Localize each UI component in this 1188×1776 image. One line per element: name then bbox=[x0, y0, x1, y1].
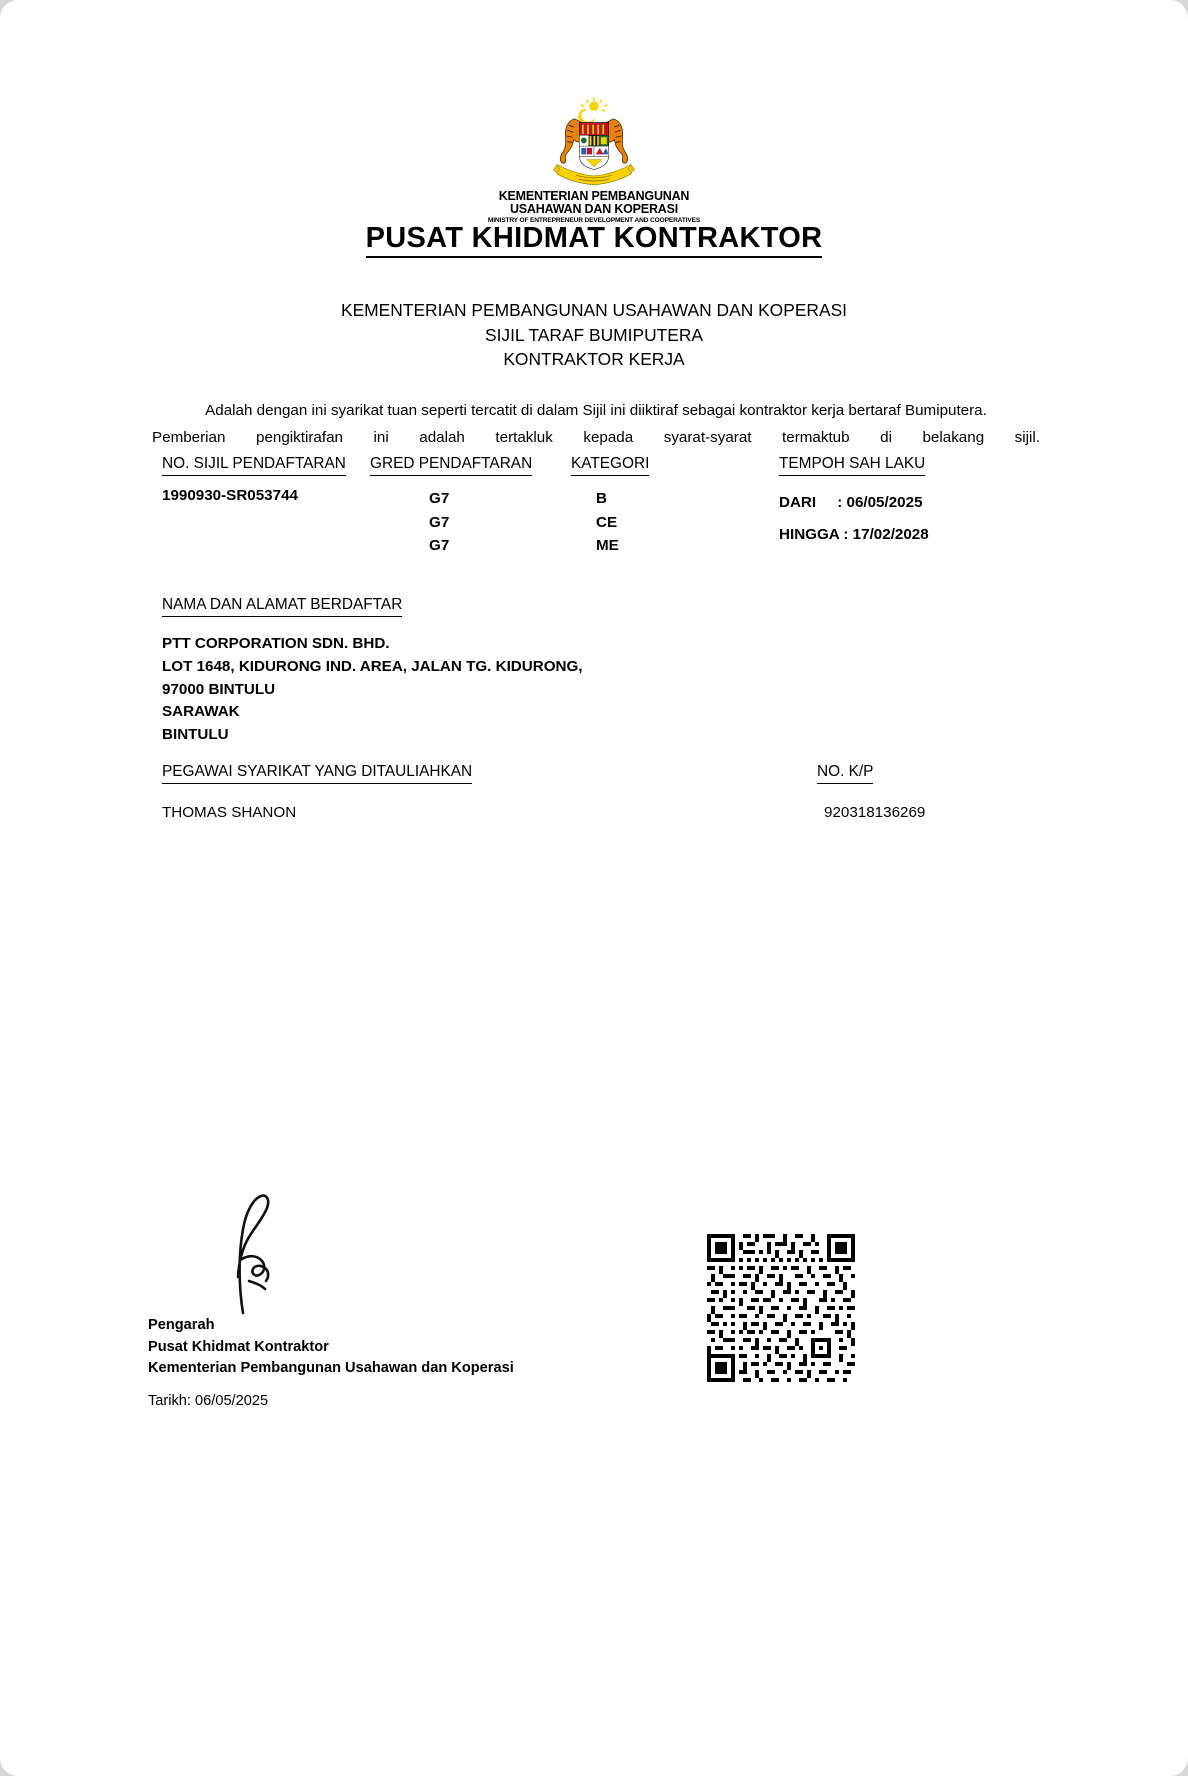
validity-from: DARI : 06/05/2025 bbox=[779, 494, 923, 511]
category-value: ME bbox=[596, 537, 619, 554]
address-lines bbox=[162, 633, 1042, 747]
officer-block bbox=[162, 763, 1042, 821]
ic-section-label: NO. K/P bbox=[817, 763, 873, 784]
address-line-2: 97000 BINTULU bbox=[162, 680, 276, 698]
column-header-tempoh: TEMPOH SAH LAKU bbox=[779, 455, 925, 476]
officer-section-label: PEGAWAI SYARIKAT YANG DITAULIAHKAN bbox=[162, 763, 472, 784]
ministry-name-malay bbox=[0, 190, 1188, 215]
column-header-kategori: KATEGORI bbox=[571, 455, 649, 476]
grade-values bbox=[429, 487, 449, 558]
officer-header-row bbox=[162, 763, 1042, 785]
subtitle-block bbox=[0, 298, 1188, 372]
officer-name: THOMAS SHANON bbox=[162, 804, 297, 821]
officer-ic-number: 920318136269 bbox=[824, 804, 926, 821]
category-value: CE bbox=[596, 513, 618, 531]
handwritten-signature-icon bbox=[205, 1185, 335, 1325]
address-section-label: NAMA DAN ALAMAT BERDAFTAR bbox=[162, 596, 402, 617]
company-name: PTT CORPORATION SDN. BHD. bbox=[162, 635, 390, 652]
header-emblem-block bbox=[0, 96, 1188, 224]
signoff-department: Pusat Khidmat Kontraktor bbox=[148, 1338, 329, 1355]
validity-period bbox=[779, 487, 929, 551]
signoff-title: Pengarah bbox=[148, 1317, 215, 1333]
address-state: SARAWAK bbox=[162, 703, 240, 721]
registration-table bbox=[162, 455, 1042, 575]
page-title bbox=[0, 222, 1188, 255]
intro-paragraph bbox=[152, 400, 1040, 449]
address-line-1: LOT 1648, KIDURONG IND. AREA, JALAN TG. KIDURONG, bbox=[162, 657, 583, 675]
grade-value: G7 bbox=[429, 490, 450, 507]
registration-table-body bbox=[162, 487, 1042, 575]
page-title-text: PUSAT KHIDMAT KONTRAKTOR bbox=[366, 222, 823, 258]
signoff-date: Tarikh: 06/05/2025 bbox=[148, 1393, 269, 1409]
subtitle-line1: KEMENTERIAN PEMBANGUNAN USAHAWAN DAN KOPERASI bbox=[340, 300, 848, 320]
address-block bbox=[162, 596, 1042, 747]
column-header-no-sijil: NO. SIJIL PENDAFTARAN bbox=[162, 455, 346, 476]
address-district: BINTULU bbox=[162, 726, 229, 744]
category-values bbox=[596, 487, 619, 558]
category-value: B bbox=[596, 490, 607, 507]
qr-code bbox=[703, 1230, 859, 1386]
intro-line1: Adalah dengan ini syarikat tuan seperti tercatit di dalam Sijil ini diiktiraf sebagai kontraktor kerja bertaraf Bumiputera. bbox=[205, 402, 987, 419]
subtitle-line3: KONTRAKTOR KERJA bbox=[503, 349, 685, 369]
signoff-ministry: Kementerian Pembangunan Usahawan dan Koperasi bbox=[148, 1360, 514, 1376]
ministry-name-line1: KEMENTERIAN PEMBANGUNAN bbox=[498, 189, 690, 203]
malaysia-coat-of-arms-icon bbox=[530, 96, 658, 188]
ministry-name-line2: USAHAWAN DAN KOPERASI bbox=[509, 201, 679, 216]
grade-value: G7 bbox=[429, 537, 450, 554]
qr-code-icon bbox=[703, 1230, 859, 1386]
certificate-number-value: 1990930-SR053744 bbox=[162, 487, 298, 504]
registration-table-header bbox=[162, 455, 1042, 477]
validity-to: HINGGA : 17/02/2028 bbox=[779, 526, 929, 543]
intro-line2: Pemberian pengiktirafan ini adalah tertakluk kepada syarat-syarat termaktub di belakang sijil. bbox=[152, 429, 1040, 446]
subtitle-line2: SIJIL TARAF BUMIPUTERA bbox=[484, 324, 704, 345]
signoff-block bbox=[148, 1315, 514, 1380]
ministry-name-english: MINISTRY OF ENTREPRENEUR DEVELOPMENT AND COOPERATIVES bbox=[487, 216, 701, 224]
column-header-gred: GRED PENDAFTARAN bbox=[370, 455, 532, 476]
grade-value: G7 bbox=[429, 513, 450, 531]
